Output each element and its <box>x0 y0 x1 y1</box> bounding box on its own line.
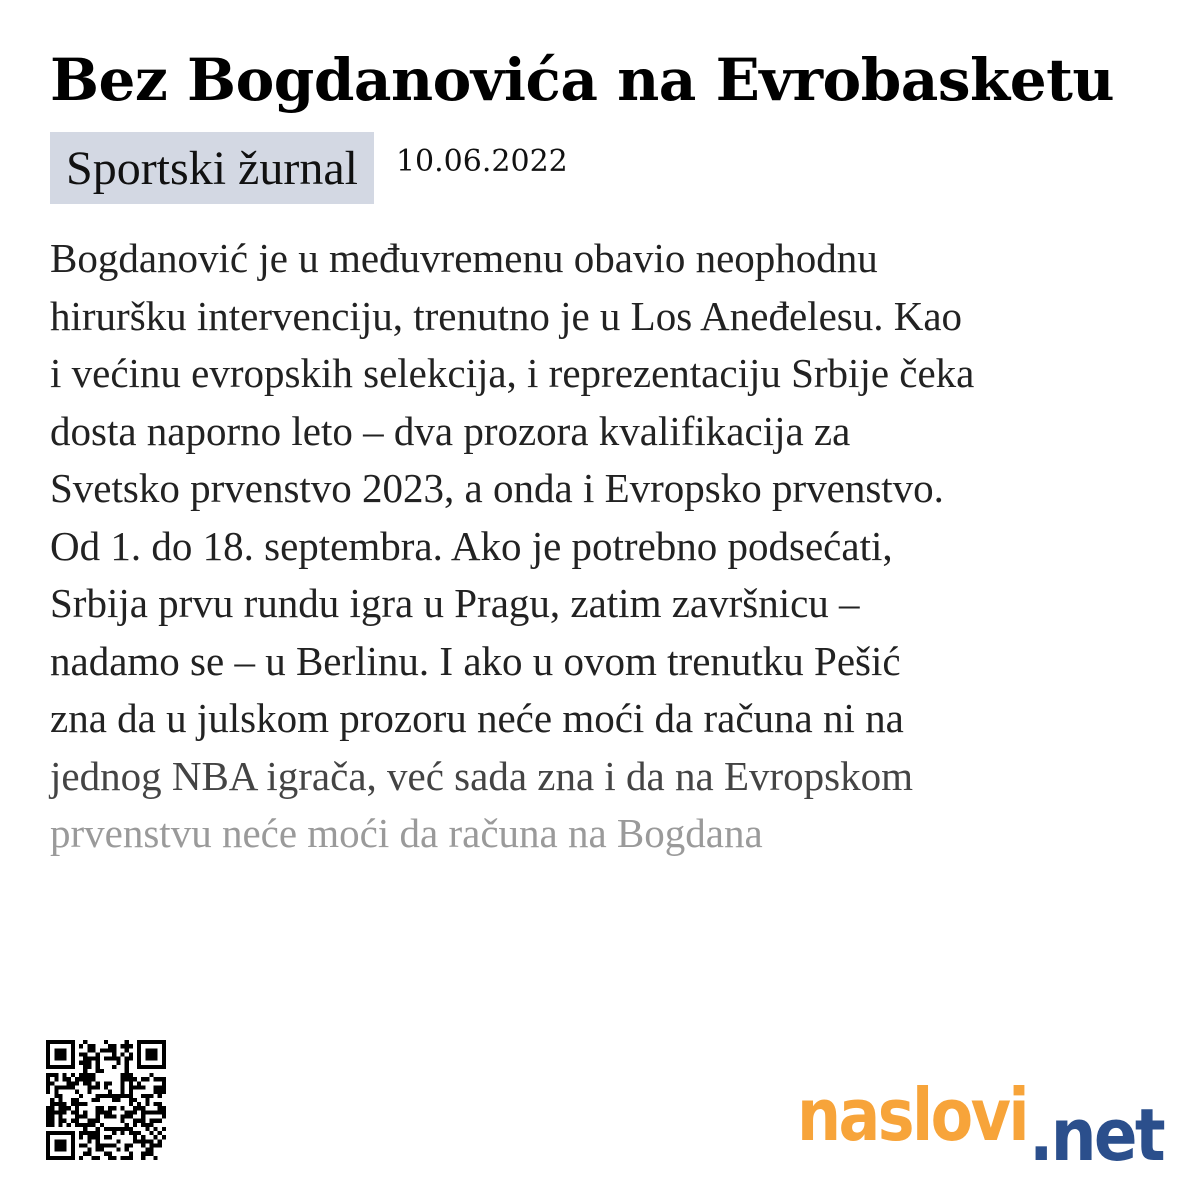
article-line: zna da u julskom prozoru neće moći da računa ni na <box>50 695 904 741</box>
logo-text-net: .net <box>1029 1093 1165 1170</box>
article-line: hiruršku intervenciju, trenutno je u Los Anеđelesu. Kao <box>50 292 963 339</box>
logo-text-naslovi: naslovi <box>797 1073 1027 1157</box>
headline: Bez Bogdanovića na Evrobasketu <box>50 46 1115 114</box>
article-line: Bogdanović je u međuvremenu obavio neophodnu <box>50 235 878 281</box>
article-line: Srbija prvu rundu igra u Pragu, zatim završnicu – <box>50 580 860 626</box>
article-line: nadamo se – u Berlinu. I ako u ovom trenutku Pešić <box>50 637 901 684</box>
article-meta <box>50 132 568 204</box>
article-line: i većinu evropskih selekcija, i reprezentaciju Srbije čeka <box>50 350 975 396</box>
article-line: dosta naporno leto – dva prozora kvalifikacija za <box>50 407 851 454</box>
article-line: prvenstvu neće moći da računa na Bogdana <box>50 810 763 856</box>
source-badge[interactable]: Sportski žurnal <box>50 132 374 204</box>
naslovi-logo[interactable] <box>795 1060 1170 1170</box>
article-body <box>50 230 1160 863</box>
publish-date: 10.06.2022 <box>395 144 568 179</box>
article-line: Od 1. do 18. septembra. Ako je potrebno podsećati, <box>50 522 893 569</box>
article-line: Svetsko prvenstvo 2023, a onda i Evropsko prvenstvo. <box>50 465 944 511</box>
qr-code-icon[interactable] <box>46 1040 166 1160</box>
article-line: jednog NBA igrača, već sada zna i da na Evropskom <box>50 752 914 799</box>
